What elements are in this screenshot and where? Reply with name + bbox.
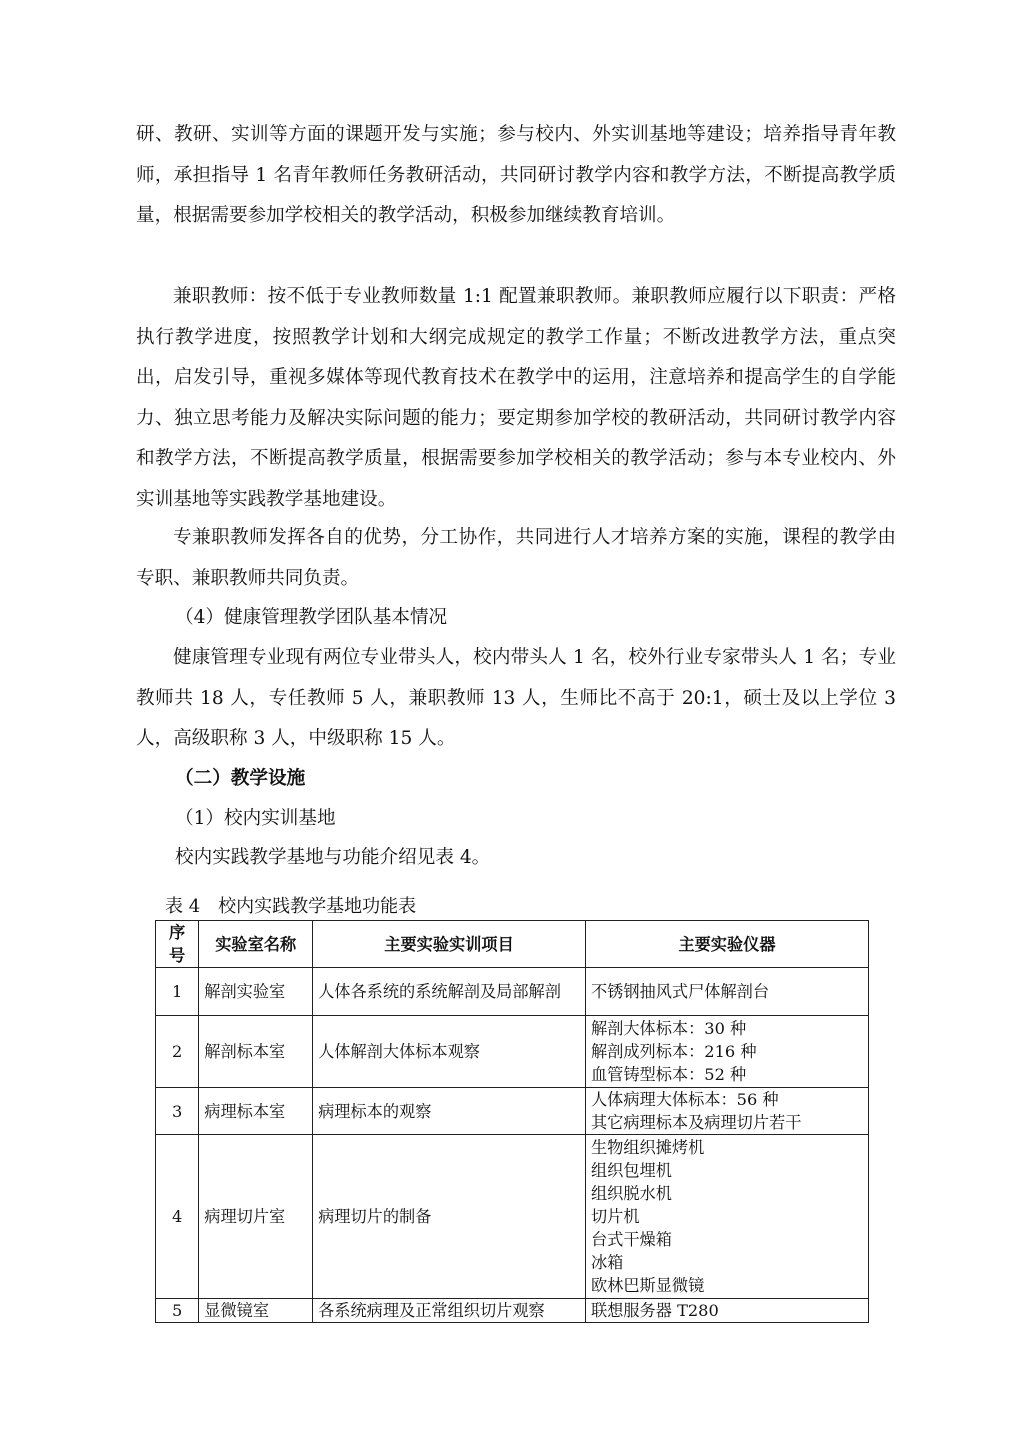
paragraph-table-intro: 校内实践教学基地与功能介绍见表 4。 xyxy=(175,847,491,868)
table-row xyxy=(156,1135,869,1299)
paragraph-part-time-teachers: 兼职教师：按不低于专业教师数量 1:1 配置兼职教师。兼职教师应履行以下职责：严格执行教学进度，按照教学计划和大纲完成规定的教学工作量；不断改进教学方法，重点突出，启发引导，重视多媒体等现代教育技术在教学中的运用，注意培养和提高学生的自学能力、独立思考能力及解决实际问题的能力；要定期参加学校的教研活动，共同研讨教学内容和教学方法，不断提高教学质量，根据需要参加学校相关的教学活动；参与本专业校内、外实训基地等实践教学基地建设。 xyxy=(136,286,896,510)
cell-no: 3 xyxy=(156,1088,199,1135)
header-no: 序号 xyxy=(156,921,199,968)
cell-no: 2 xyxy=(156,1016,199,1088)
instrument-item: 不锈钢抽风式尸体解剖台 xyxy=(591,982,770,1001)
instrument-item: 欧林巴斯显微镜 xyxy=(591,1276,705,1295)
cell-instruments xyxy=(586,1016,869,1088)
instrument-item: 解剖大体标本：30 种 xyxy=(591,1019,747,1038)
cell-project: 人体解剖大体标本观察 xyxy=(313,1016,586,1088)
instrument-item: 联想服务器 T280 xyxy=(591,1301,719,1320)
table-row xyxy=(156,1088,869,1135)
instrument-item: 解剖成列标本：216 种 xyxy=(591,1042,757,1061)
table-row xyxy=(156,968,869,1016)
table-header-row xyxy=(156,921,869,968)
cell-no: 5 xyxy=(156,1299,199,1323)
cell-instruments xyxy=(586,1088,869,1135)
cell-no: 1 xyxy=(156,968,199,1016)
cell-room: 解剖标本室 xyxy=(199,1016,313,1088)
cell-room: 解剖实验室 xyxy=(199,968,313,1016)
cell-project: 各系统病理及正常组织切片观察 xyxy=(313,1299,586,1323)
table-row xyxy=(156,1016,869,1088)
paragraph-cooperation: 专兼职教师发挥各自的优势，分工协作，共同进行人才培养方案的实施，课程的教学由专职、兼职教师共同负责。 xyxy=(136,527,896,589)
cell-project: 病理标本的观察 xyxy=(313,1088,586,1135)
header-instruments: 主要实验仪器 xyxy=(586,921,869,968)
cell-project: 病理切片的制备 xyxy=(313,1135,586,1299)
instrument-item: 冰箱 xyxy=(591,1253,624,1272)
cell-project: 人体各系统的系统解剖及局部解剖 xyxy=(313,968,586,1016)
instrument-item: 组织包埋机 xyxy=(591,1161,672,1180)
cell-instruments xyxy=(586,968,869,1016)
header-project: 主要实验实训项目 xyxy=(313,921,586,968)
cell-instruments xyxy=(586,1135,869,1299)
paragraph-teacher-duties: 研、教研、实训等方面的课题开发与实施；参与校内、外实训基地等建设；培养指导青年教师，承担指导 1 名青年教师任务教研活动，共同研讨教学内容和教学方法，不断提高教学质量，根据需要参加学校相关的教学活动，积极参加继续教育培训。 xyxy=(136,124,896,226)
table-row xyxy=(156,1299,869,1323)
header-room: 实验室名称 xyxy=(199,921,313,968)
instrument-item: 生物组织摊烤机 xyxy=(591,1138,705,1157)
section-heading-facilities: （二）教学设施 xyxy=(175,768,306,789)
instrument-item: 组织脱水机 xyxy=(591,1184,672,1203)
cell-room: 病理切片室 xyxy=(199,1135,313,1299)
instrument-item: 切片机 xyxy=(591,1207,640,1226)
paragraph-team-info: 健康管理专业现有两位专业带头人，校内带头人 1 名，校外行业专家带头人 1 名；专业教师共 18 人，专任教师 5 人，兼职教师 13 人，生师比不高于 20:1，硕士及以上学位 3 人，高级职称 3 人，中级职称 15 人。 xyxy=(136,647,896,749)
instrument-item: 其它病理标本及病理切片若干 xyxy=(591,1113,802,1132)
instrument-item: 人体病理大体标本：56 种 xyxy=(591,1090,779,1109)
cell-instruments xyxy=(586,1299,869,1323)
instrument-item: 血管铸型标本：52 种 xyxy=(591,1065,747,1084)
table-caption: 表 4 校内实践教学基地功能表 xyxy=(165,896,417,917)
subheading-training-base: （1）校内实训基地 xyxy=(175,808,336,829)
subheading-team: （4）健康管理教学团队基本情况 xyxy=(175,607,448,628)
lab-function-table xyxy=(155,920,869,1323)
cell-room: 显微镜室 xyxy=(199,1299,313,1323)
cell-room: 病理标本室 xyxy=(199,1088,313,1135)
instrument-item: 台式干燥箱 xyxy=(591,1230,672,1249)
cell-no: 4 xyxy=(156,1135,199,1299)
